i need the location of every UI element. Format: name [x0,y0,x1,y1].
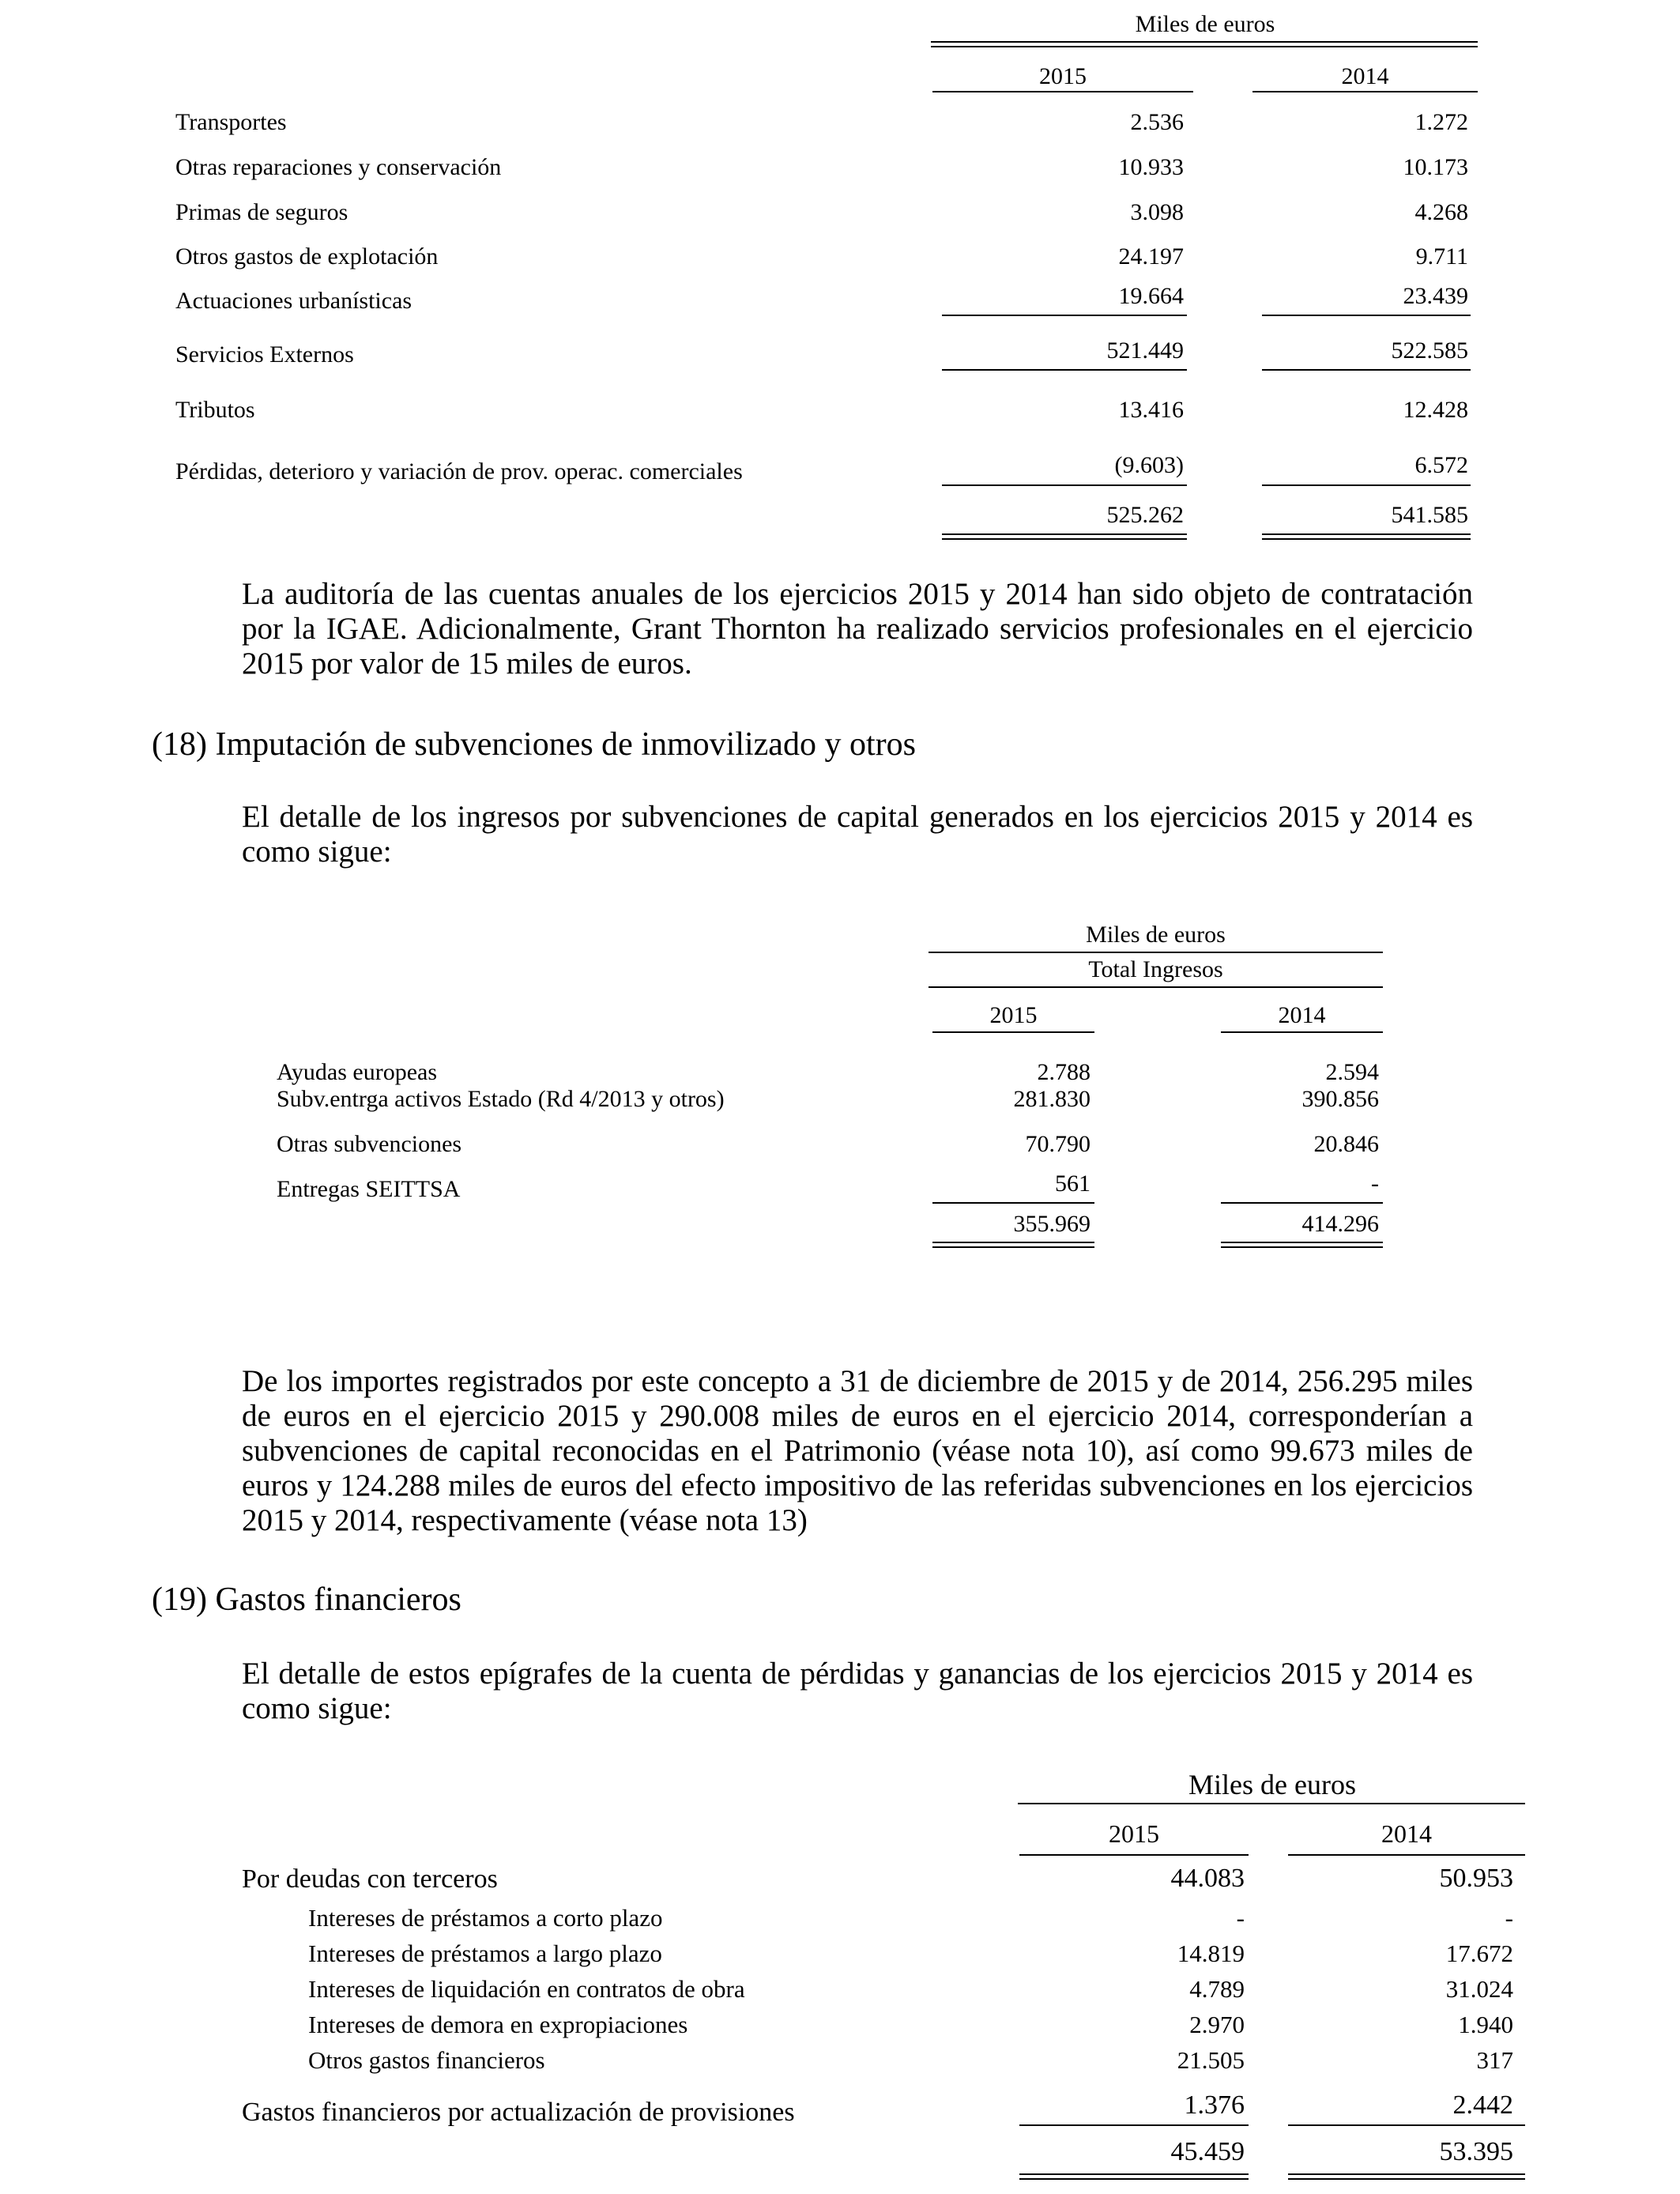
table2-total-rule-2015 [932,1242,1094,1248]
table1-rule-2014 [1262,369,1471,371]
table3-main-2014: 50.953 [1439,1864,1513,1893]
table1-col-2014: 2014 [1341,63,1389,89]
table3-sub-2014: 317 [1476,2046,1513,2074]
table2-row-2014: 390.856 [1301,1086,1379,1112]
table1-row-2015: 10.933 [1118,154,1184,180]
table1-row-2014: 9.711 [1415,243,1468,270]
section-18-intro: El detalle de los ingresos por subvenciones de capital generados en los ejercicios 2015 y 2014 es como sigue: [242,800,1473,869]
audit-paragraph: La auditoría de las cuentas anuales de los ejercicios 2015 y 2014 han sido objeto de contratación por la IGAE. Adicionalmente, Grant Thornton ha realizado servicios profesionales en el ejercicio 2015 por valor de 15 miles de euros. [242,577,1473,680]
table3-sub-2015: - [1236,1904,1245,1932]
table2-row-2014: 20.846 [1313,1131,1379,1157]
table1-row-label: Servicios Externos [175,341,354,368]
table1-col-2015: 2015 [1039,63,1087,89]
table1-col-2015-rule [932,91,1193,92]
table1-row-2014: 10.173 [1403,154,1468,180]
table3-total-rule-2015 [1019,2173,1249,2180]
table2-row-label: Subv.entrga activos Estado (Rd 4/2013 y otros) [277,1086,725,1112]
table3-sub-2015: 21.505 [1177,2046,1245,2074]
section-18-heading: (18) Imputación de subvenciones de inmovilizado y otros [152,726,916,763]
table2-unit-header: Miles de euros [1086,922,1226,948]
table1-total-rule-2014 [1262,533,1471,540]
table1-row-2014: 4.268 [1414,199,1468,225]
table3-sub-2015: 14.819 [1177,1940,1245,1967]
table2-col-2015-rule [932,1031,1094,1033]
table1-subtotal-rule-2014 [1262,315,1471,316]
table3-sub-2014: 31.024 [1445,1975,1513,2003]
table2-row-label: Otras subvenciones [277,1131,462,1157]
table3-sub-2014: 1.940 [1458,2011,1513,2038]
table2-total-2014: 414.296 [1301,1211,1379,1237]
table3-col-2015: 2015 [1109,1819,1159,1848]
table2-total-2015: 355.969 [1013,1211,1090,1237]
table1-row-label: Pérdidas, deterioro y variación de prov. operac. comerciales [175,458,743,484]
table1-rule-2015 [942,369,1187,371]
table3-rule-2014 [1288,2124,1525,2126]
table1-row-2015: 3.098 [1130,199,1184,225]
table1-header-rule [931,41,1478,47]
table3-provision-2015: 1.376 [1184,2090,1245,2120]
table1-row-2015: 24.197 [1118,243,1184,270]
table2-rule-2015 [932,1202,1094,1204]
table1-row-2015: 2.536 [1130,109,1184,135]
table3-total-2014: 53.395 [1439,2137,1513,2166]
table1-row-2014: 23.439 [1403,283,1468,309]
table1-row-label: Otros gastos de explotación [175,243,439,270]
table1-rule-2015 [942,484,1187,486]
table3-col-2014: 2014 [1381,1819,1432,1848]
table3-rule-2015 [1019,2124,1249,2126]
table1-row-label: Actuaciones urbanísticas [175,288,412,314]
table2-row-2015: 2.788 [1037,1059,1090,1085]
table2-row-2014: - [1371,1171,1379,1197]
table1-col-2014-rule [1252,91,1478,92]
table2-total-rule-2014 [1221,1242,1383,1248]
table2-row-2015: 281.830 [1013,1086,1090,1112]
table1-total-2014: 541.585 [1391,502,1468,528]
table1-row-2015: 521.449 [1106,337,1184,364]
table1-row-label: Otras reparaciones y conservación [175,154,502,180]
table1-unit-header: Miles de euros [1135,11,1275,37]
section-19-heading: (19) Gastos financieros [152,1581,461,1618]
table1-row-2015: 13.416 [1118,397,1184,423]
table1-row-label: Tributos [175,397,255,423]
table2-col-2014-rule [1221,1031,1383,1033]
table3-sub-label: Intereses de liquidación en contratos de obra [308,1975,745,2003]
table1-row-label: Transportes [175,109,287,135]
table3-main-2015: 44.083 [1170,1864,1245,1893]
table2-row-2015: 561 [1055,1171,1090,1197]
table1-row-2014: 6.572 [1414,452,1468,478]
table3-total-rule-2014 [1288,2173,1525,2180]
table1-subtotal-rule-2015 [942,315,1187,316]
table2-rule-2014 [1221,1202,1383,1204]
table3-sub-label: Intereses de demora en expropiaciones [308,2011,688,2038]
table3-col-2015-rule [1019,1854,1249,1856]
table1-row-2014: 12.428 [1403,397,1468,423]
table3-col-2014-rule [1288,1854,1525,1856]
table3-provision-2014: 2.442 [1452,2090,1513,2120]
table2-row-2014: 2.594 [1325,1059,1379,1085]
table3-main-label: Por deudas con terceros [242,1864,498,1894]
table1-row-label: Primas de seguros [175,199,348,225]
table3-total-2015: 45.459 [1170,2137,1245,2166]
table3-sub-2014: 17.672 [1445,1940,1513,1967]
section-18-paragraph: De los importes registrados por este concepto a 31 de diciembre de 2015 y de 2014, 256.295 miles de euros en el ejercicio 2015 y 290.008 miles de euros en el ejercicio 2014, corresponderían a subvenciones de capital reconocidas en el Patrimonio (véase nota 10), así como 99.673 miles de euros y 124.288 miles de euros del efecto impositivo de las referidas subvenciones en los ejercicios 2015 y 2014, respectivamente (véase nota 13) [242,1364,1473,1537]
table2-row-label: Entregas SEITTSA [277,1176,461,1202]
table3-sub-2014: - [1505,1904,1513,1932]
table1-row-2014: 522.585 [1391,337,1468,364]
table3-sub-2015: 4.789 [1189,1975,1245,2003]
table2-row-2015: 70.790 [1025,1131,1090,1157]
table1-row-2015: 19.664 [1118,283,1184,309]
table2-sub-header: Total Ingresos [1088,956,1223,982]
table2-header-rule [929,952,1383,953]
table2-col-2014: 2014 [1278,1002,1326,1028]
table2-row-label: Ayudas europeas [277,1059,438,1085]
section-19-intro: El detalle de estos epígrafes de la cuenta de pérdidas y ganancias de los ejercicios 2015 y 2014 es como sigue: [242,1657,1473,1725]
table1-rule-2014 [1262,484,1471,486]
table1-row-2015: (9.603) [1114,452,1184,478]
table1-total-2015: 525.262 [1106,502,1184,528]
table3-header-rule [1018,1803,1525,1804]
table3-sub-label: Otros gastos financieros [308,2046,545,2074]
table3-sub-label: Intereses de préstamos a corto plazo [308,1904,663,1932]
table3-sub-label: Intereses de préstamos a largo plazo [308,1940,662,1967]
table2-col-2015: 2015 [989,1002,1038,1028]
table2-subheader-rule [929,986,1383,988]
table1-total-rule-2015 [942,533,1187,540]
table3-sub-2015: 2.970 [1189,2011,1245,2038]
table3-provision-label: Gastos financieros por actualización de provisiones [242,2098,795,2127]
table1-row-2014: 1.272 [1414,109,1468,135]
table3-unit-header: Miles de euros [1188,1769,1356,1800]
